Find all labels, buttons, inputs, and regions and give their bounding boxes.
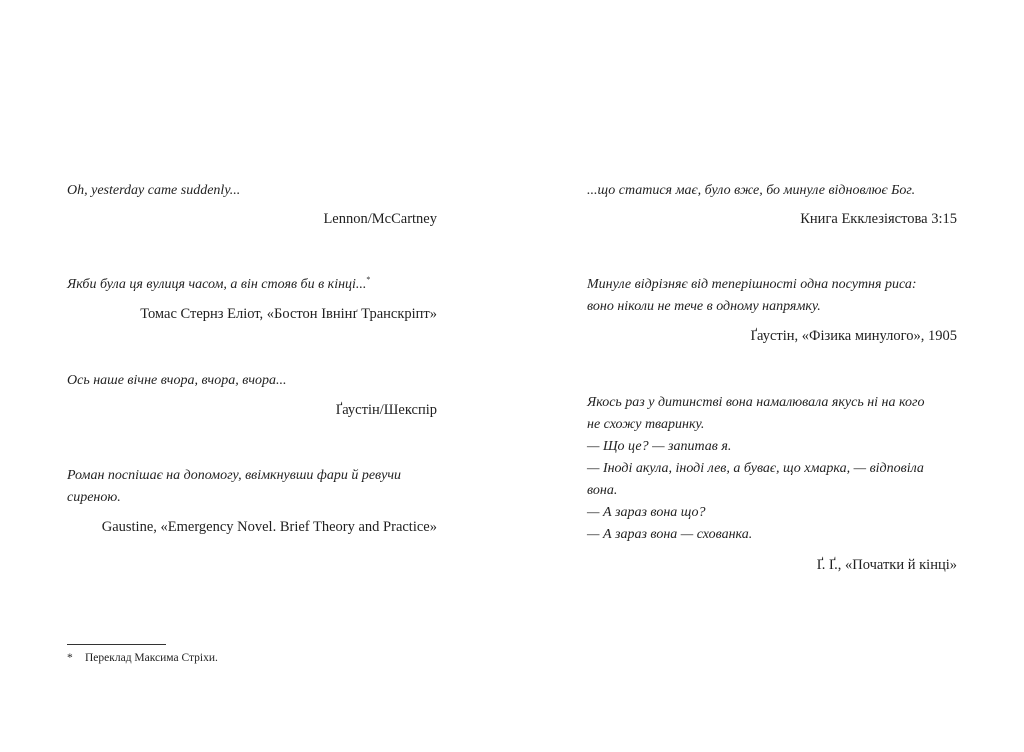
epigraph-attribution: Ґаустін/Шекспір bbox=[335, 402, 437, 418]
quote-line: Якось раз у дитинстві вона намалювала якусь ні на кого bbox=[587, 395, 925, 410]
quote-line: — А зараз вона що? bbox=[587, 505, 706, 520]
epigraph-quote: Oh, yesterday came suddenly... bbox=[67, 183, 241, 198]
quote-line: вона. bbox=[587, 483, 618, 498]
epigraph-attribution: Ґаустін, «Фізика минулого», 1905 bbox=[750, 328, 957, 344]
quote-line: — А зараз вона — схованка. bbox=[587, 527, 753, 542]
right-page bbox=[512, 0, 1024, 752]
quote-line: не схожу тваринку. bbox=[587, 417, 705, 432]
quote-line: Роман поспішає на допомогу, ввімкнувши фари й ревучи bbox=[67, 468, 402, 483]
epigraph-quote: Ось наше вічне вчора, вчора, вчора... bbox=[67, 373, 287, 388]
footnote-mark: * bbox=[67, 652, 73, 664]
quote-line: — Що це? — запитав я. bbox=[587, 439, 732, 454]
epigraph-quote bbox=[587, 274, 967, 318]
epigraph-attribution: Томас Стернз Еліот, «Бостон Івнінґ Транскріпт» bbox=[140, 306, 437, 322]
quote-text: Якби була ця вулиця часом, а він стояв би в кінці... bbox=[67, 277, 367, 292]
epigraph-quote bbox=[587, 392, 967, 546]
footnote bbox=[67, 650, 218, 666]
quote-line: Минуле відрізняє від теперішності одна посутня риса: bbox=[587, 277, 917, 292]
footnote-divider bbox=[67, 644, 166, 645]
epigraph-attribution: Gaustine, «Emergency Novel. Brief Theory and Practice» bbox=[101, 519, 437, 535]
quote-line: воно ніколи не тече в одному напрямку. bbox=[587, 299, 821, 314]
footnote-marker: * bbox=[366, 275, 371, 284]
quote-line: — Іноді акула, іноді лев, а буває, що хмарка, — відповіла bbox=[587, 461, 924, 476]
epigraph-quote bbox=[67, 465, 439, 509]
quote-line: сиреною. bbox=[67, 490, 121, 505]
epigraph-attribution: Ґ. Ґ., «Початки й кінці» bbox=[816, 557, 957, 573]
footnote-text: Переклад Максима Стріхи. bbox=[85, 652, 218, 664]
epigraph-quote bbox=[67, 274, 439, 296]
epigraph-attribution: Книга Екклезіястова 3:15 bbox=[800, 211, 957, 227]
epigraph-attribution: Lennon/McCartney bbox=[323, 211, 437, 227]
epigraph-quote: ...що статися має, було вже, бо минуле відновлює Бог. bbox=[587, 183, 916, 198]
